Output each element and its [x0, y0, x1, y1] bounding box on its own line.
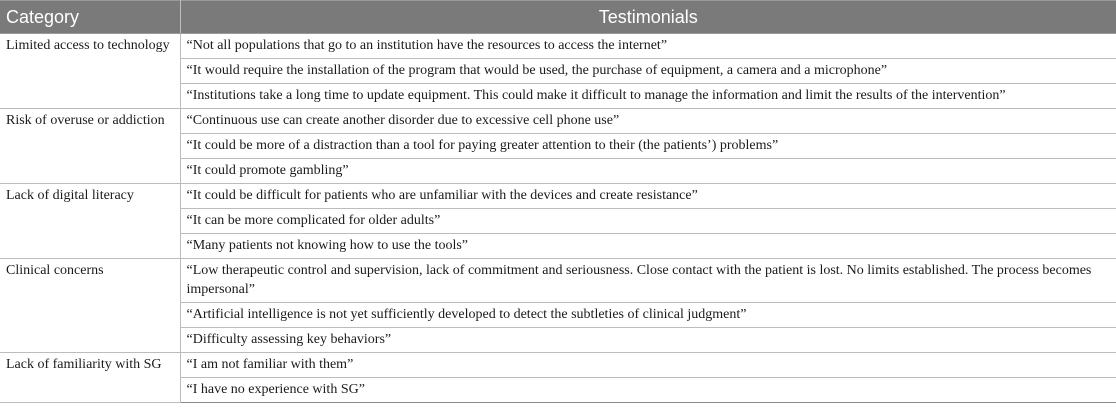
- testimonials-header: Testimonials: [180, 1, 1116, 34]
- table-row: [0, 184, 1116, 209]
- testimonial-cell: “It could be difficult for patients who are unfamiliar with the devices and create resistance”: [180, 184, 1116, 209]
- testimonial-cell: “Artificial intelligence is not yet sufficiently developed to detect the subtleties of clinical judgment”: [180, 303, 1116, 328]
- testimonial-cell: “Many patients not knowing how to use the tools”: [180, 234, 1116, 259]
- testimonial-cell: “Continuous use can create another disorder due to excessive cell phone use”: [180, 109, 1116, 134]
- category-cell: Lack of digital literacy: [0, 184, 180, 259]
- testimonial-cell: “It could be more of a distraction than a tool for paying greater attention to their (the patients’) problems”: [180, 134, 1116, 159]
- category-cell: Lack of familiarity with SG: [0, 353, 180, 403]
- testimonial-cell: “It can be more complicated for older adults”: [180, 209, 1116, 234]
- header-row: [0, 1, 1116, 34]
- table-row: [0, 353, 1116, 378]
- testimonial-cell: “It could promote gambling”: [180, 159, 1116, 184]
- testimonial-cell: “Not all populations that go to an institution have the resources to access the internet”: [180, 34, 1116, 59]
- table-row: [0, 34, 1116, 59]
- testimonial-cell: “It would require the installation of the program that would be used, the purchase of equipment, a camera and a microphone”: [180, 59, 1116, 84]
- category-cell: Limited access to technology: [0, 34, 180, 109]
- category-cell: Risk of overuse or addiction: [0, 109, 180, 184]
- table-row: [0, 109, 1116, 134]
- category-header: Category: [0, 1, 180, 34]
- category-cell: Clinical concerns: [0, 259, 180, 353]
- testimonial-cell: “I have no experience with SG”: [180, 378, 1116, 403]
- testimonial-cell: “Difficulty assessing key behaviors”: [180, 328, 1116, 353]
- testimonial-cell: “I am not familiar with them”: [180, 353, 1116, 378]
- table-row: [0, 259, 1116, 303]
- testimonial-cell: “Low therapeutic control and supervision, lack of commitment and seriousness. Close contact with the patient is lost. No limits established. The process becomes impersonal”: [180, 259, 1116, 303]
- testimonial-cell: “Institutions take a long time to update equipment. This could make it difficult to manage the information and limit the results of the intervention”: [180, 84, 1116, 109]
